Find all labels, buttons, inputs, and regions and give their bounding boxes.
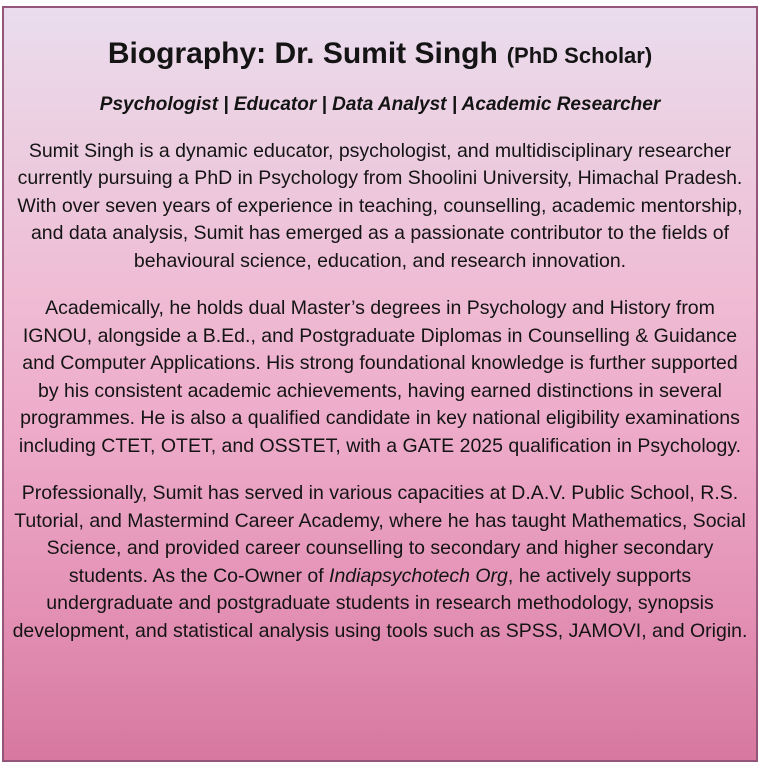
paragraph-professional [10, 480, 750, 645]
paragraph-professional-text-after: , he actively supports undergraduate and postgraduate students in research methodology, synopsis development, and statistical analysis using tools such as SPSS, JAMOVI, and Origin. [12, 564, 748, 642]
paragraph-academics: Academically, he holds dual Master’s degrees in Psychology and History from IGNOU, alongside a B.Ed., and Postgraduate Diplomas in Counselling & Guidance and Computer Applications. His strong foundational knowledge is further supported by his consistent academic achievements, having earned distinctions in several programmes. He is also a qualified candidate in key national eligibility examinations including CTET, OTET, and OSSTET, with a GATE 2025 qualification in Psychology. [18, 297, 742, 457]
organization-name: Indiapsychotech Org [329, 564, 508, 587]
paragraph-professional-text-before: Professionally, Sumit has served in various capacities at D.A.V. Public School, R.S. Tutorial, and Mastermind Career Academy, where he has taught Mathematics, Social Science, and provided career counselling to secondary and higher secondary students. As the Co-Owner of [14, 482, 746, 587]
page-title-main: Biography: Dr. Sumit Singh [107, 37, 498, 70]
subtitle-roles: Psychologist | Educator | Data Analyst | Academic Researcher [99, 93, 661, 115]
page-title [14, 34, 746, 72]
page-title-suffix: (PhD Scholar) [506, 43, 653, 68]
biography-body [4, 138, 756, 646]
paragraph-intro: Sumit Singh is a dynamic educator, psychologist, and multidisciplinary researcher currently pursuing a PhD in Psychology from Shoolini University, Himachal Pradesh. With over seven years of experience in teaching, counselling, academic mentorship, and data analysis, Sumit has emerged as a passionate contributor to the fields of behavioural science, education, and research innovation. [17, 139, 743, 272]
biography-panel [2, 6, 758, 762]
